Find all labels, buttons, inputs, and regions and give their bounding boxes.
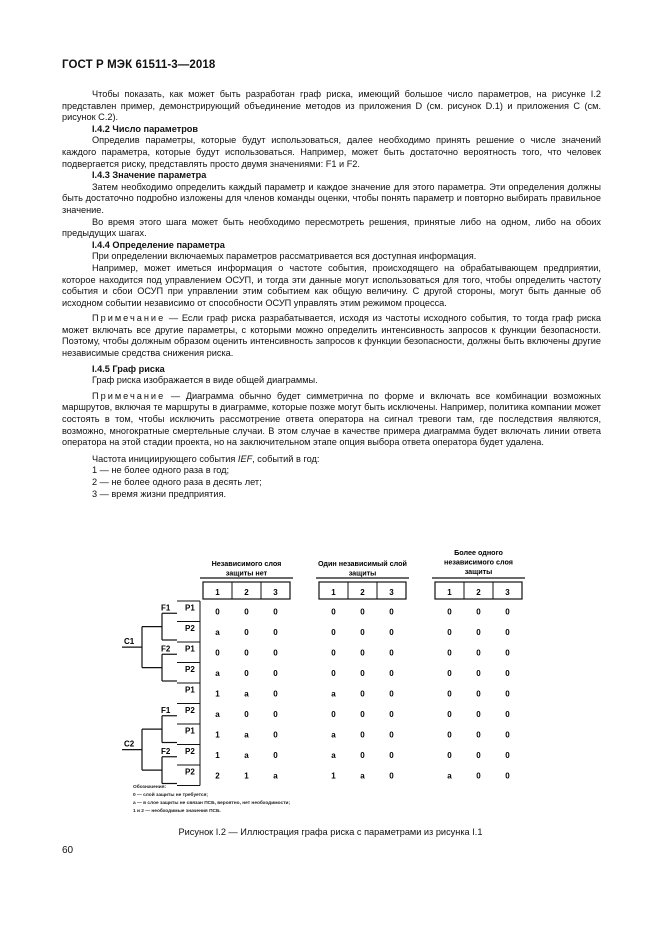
matrix-cell: 0 [447,648,452,658]
group-header-1-line-1: Независимого слоя [211,559,282,568]
f-label: F1 [161,705,171,715]
p-label: P2 [185,705,195,715]
column-number: 2 [476,588,481,597]
f-label: F2 [161,746,171,756]
note-1 [62,313,601,359]
matrix-cell: 0 [244,709,249,719]
p-label: P1 [185,726,195,736]
matrix-cell: 0 [505,771,510,781]
freq-intro-ief: IEF [237,453,253,464]
matrix-cell: 0 [447,627,452,637]
paragraph-i44a: При определении включаемых параметров рассматривается вся доступная информация. [92,251,477,262]
matrix-cell: 0 [273,689,278,699]
matrix-cell: 0 [360,648,365,658]
matrix-cell: a [331,689,336,699]
matrix-cell: 1 [215,730,220,740]
matrix-cell: 0 [476,668,481,678]
matrix-cell: a [331,730,336,740]
legend-title: Обозначения: [133,785,167,790]
p-label: P1 [185,685,195,695]
group-header-3-line-1: Более одного [454,548,503,557]
matrix-cell: 0 [505,750,510,760]
note-label: Примечание [92,390,166,401]
matrix-cell: 0 [389,750,394,760]
matrix-cell: 0 [389,709,394,719]
matrix-cell: 0 [244,668,249,678]
column-number: 1 [447,588,452,597]
matrix-cell: 0 [331,607,336,617]
note-label: Примечание [92,313,166,324]
matrix-cell: 0 [505,689,510,699]
matrix-cell: 0 [476,689,481,699]
note-2-text: — Диаграмма обычно будет симметрична по форме и включать все комбинации возможных маршрутов, включая те маршруты в диаграмме, которые позже могут быть исключены. Например, политика компании может состоять в том, чтобы исключить рассмотрение ответа оператора на сигнал тревоги там, где последствия являются, возможно, многократные смертельные случаи. В этом случае в качестве примера диаграмма будет включать линии ответа оператора на этой стадии проекта, но на заключительном этапе опция выбора ответа оператора будет удалена. [62,390,601,448]
column-number: 2 [360,588,365,597]
matrix-cell: a [447,771,452,781]
freq-item-1: 1 — не более одного раза в год; [92,465,230,476]
matrix-cell: 0 [389,607,394,617]
legend-item-zero: 0 — слой защиты не требуется; [133,793,208,798]
matrix-cell: 0 [476,771,481,781]
c-label: C1 [124,637,135,647]
matrix-cell: 0 [476,730,481,740]
matrix-cell: 1 [215,750,220,760]
risk-graph-diagram [120,545,520,781]
intro-paragraph: Чтобы показать, как может быть разработан граф риска, имеющий большое число параметров, на рисунке I.2 представлен пример, демонстрирующий объединение методов из приложения D (см. рисунок D.1) и приложения C (см. рисунок C.2). [62,89,601,123]
matrix-cell: 0 [360,627,365,637]
main-text [62,89,601,500]
legend-item-a: a — в слое защиты не связан ПСБ, вероятно, нет необходимости; [133,801,291,806]
matrix-cell: 0 [476,709,481,719]
matrix-cell: a [244,689,249,699]
freq-intro [62,454,601,466]
matrix-cell: 0 [389,648,394,658]
matrix-cell: 1 [244,771,249,781]
matrix-cell: 1 [331,771,336,781]
matrix-cell: 1 [215,689,220,699]
paragraph-i43b: Во время этого шага может быть необходимо пересмотреть решения, принятые либо на одном, либо на обоих предыдущих шагах. [62,216,601,239]
matrix-cell: 2 [215,771,220,781]
matrix-cell: a [360,771,365,781]
page-header: ГОСТ Р МЭК 61511-3—2018 [62,59,216,71]
p-label: P2 [185,746,195,756]
p-label: P2 [185,623,195,633]
matrix-cell: a [215,627,220,637]
column-number: 2 [244,588,249,597]
matrix-cell: 0 [447,689,452,699]
column-number: 1 [331,588,336,597]
matrix-cell: 0 [244,627,249,637]
column-number: 3 [505,588,510,597]
matrix-cell: 0 [273,627,278,637]
matrix-cell: 0 [505,627,510,637]
p-label: P1 [185,644,195,654]
matrix-cell: a [273,771,278,781]
matrix-cell: 0 [476,648,481,658]
paragraph-i45: Граф риска изображается в виде общей диаграммы. [92,375,318,386]
matrix-cell: 0 [215,607,220,617]
matrix-cell: 0 [360,668,365,678]
matrix-cell: a [215,709,220,719]
matrix-cell: 0 [360,709,365,719]
note-1-text: — Если граф риска разрабатывается, исходя из частоты исходного события, то тогда граф риска может включать все другие параметры, с которыми можно определить интенсивность запросов к функции безопасности. Поэтому, чтобы должным образом оценить интенсивность запросов к функции безопасности, должны быть включены другие независимые средства снижения риска. [62,313,601,359]
matrix-cell: 0 [447,607,452,617]
group-header-3-line-2: независимого слоя [444,557,513,567]
matrix-cell: a [331,750,336,760]
p-label: P2 [185,664,195,674]
matrix-cell: 0 [389,771,394,781]
matrix-cell: a [215,668,220,678]
matrix-cell: 0 [476,607,481,617]
matrix-cell: 0 [505,607,510,617]
paragraph-i44b: Например, может иметься информация о частоте события, происходящего на обрабатывающем предприятии, которое находится под управлением ОСУП, и тогда эти данные могут использоваться для того, чтобы определить частоту события и сбои ОСУП при управлении этим событием как общую величину. С другой стороны, могут быть данные об исходном событии независимо от способности ОСУП управлять этим режимом процесса. [62,262,601,308]
matrix-cell: 0 [244,607,249,617]
matrix-cell: 0 [331,709,336,719]
matrix-cell: 0 [273,668,278,678]
note-2 [62,391,601,449]
group-header-3-line-3: защиты [464,567,493,576]
matrix-cell: 0 [447,709,452,719]
p-label: P1 [185,603,195,613]
matrix-cell: 0 [331,668,336,678]
matrix-cell: 0 [389,689,394,699]
matrix-cell: 0 [244,648,249,658]
matrix-cell: 0 [447,750,452,760]
matrix-cell: 0 [476,627,481,637]
matrix-cell: 0 [360,607,365,617]
matrix-cell: 0 [331,627,336,637]
matrix-cell: 0 [389,730,394,740]
freq-item-2: 2 — не более одного раза в десять лет; [92,477,262,487]
matrix-cell: 0 [505,709,510,719]
diagram-legend [133,784,290,816]
paragraph-i42: Определив параметры, которые будут использоваться, далее необходимо принять решение о числе значений каждого параметра, которые будут использоваться. Например, может быть достаточно вероятность того, что человек подвергается риску, представлять просто двумя значениями: F1 и F2. [62,135,601,169]
matrix-cell: 0 [360,730,365,740]
heading-i44: I.4.4 Определение параметра [92,239,225,250]
matrix-cell: 0 [476,750,481,760]
matrix-cell: 0 [505,668,510,678]
matrix-cell: 0 [360,750,365,760]
f-label: F2 [161,644,171,654]
column-number: 3 [389,588,394,597]
heading-i42: I.4.2 Число параметров [92,123,199,134]
c-label: C2 [124,739,135,749]
matrix-cell: 0 [273,750,278,760]
matrix-cell: 0 [273,730,278,740]
freq-item-3: 3 — время жизни предприятия. [92,488,227,499]
matrix-cell: 0 [389,668,394,678]
matrix-cell: 0 [273,648,278,658]
f-label: F1 [161,603,171,613]
group-header-2-line-1: Один независимый слой [318,559,407,568]
column-number: 3 [273,588,278,597]
matrix-cell: a [244,730,249,740]
matrix-cell: 0 [447,668,452,678]
matrix-cell: 0 [331,648,336,658]
figure-caption: Рисунок I.2 — Иллюстрация графа риска с параметрами из рисунка I.1 [178,827,483,837]
heading-i45: I.4.5 Граф риска [92,363,165,374]
group-header-2-line-2: защиты [348,568,377,578]
legend-item-sil: 1 и 2 — необходимые значения ПСБ. [133,809,221,814]
matrix-cell: a [244,750,249,760]
column-number: 1 [215,588,220,597]
matrix-cell: 0 [389,627,394,637]
matrix-cell: 0 [447,730,452,740]
matrix-cell: 0 [360,689,365,699]
paragraph-i43a: Затем необходимо определить каждый параметр и каждое значение для этого параметра. Эти определения должны быть достаточно подробно изложены для членов команды оценки, чтобы понять параметр и повторно выбирать правильное значение. [62,181,601,215]
matrix-cell: 0 [505,648,510,658]
matrix-cell: 0 [273,709,278,719]
freq-intro-text-end: , событий в год: [252,453,320,464]
page-number: 60 [62,845,74,856]
group-header-1-line-2: защиты нет [225,568,268,578]
matrix-cell: 0 [215,648,220,658]
p-label: P2 [185,767,195,777]
matrix-cell: 0 [273,607,278,617]
heading-i43: I.4.3 Значение параметра [92,170,207,181]
matrix-cell: 0 [505,730,510,740]
freq-intro-text: Частота инициирующего события [92,453,238,464]
